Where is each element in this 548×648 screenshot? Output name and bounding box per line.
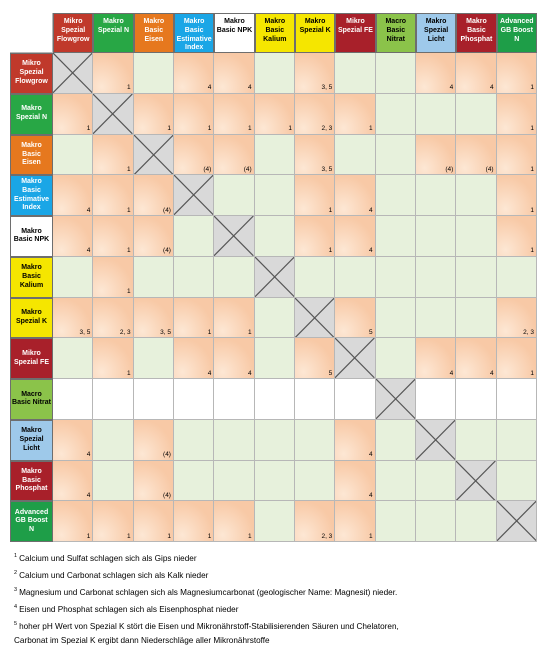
column-header: Mikro Spezial FE [335, 13, 375, 53]
matrix-cell [295, 379, 335, 420]
matrix-cell [255, 298, 295, 339]
matrix-cell [214, 501, 254, 542]
matrix-cell [497, 379, 537, 420]
diagonal-cell [93, 94, 133, 135]
cell-footnote-ref: 2, 3 [321, 532, 333, 540]
footnote [14, 549, 539, 566]
matrix-cell [416, 298, 456, 339]
matrix-cell [174, 461, 214, 502]
matrix-cell [214, 53, 254, 94]
cell-footnote-ref: 2, 3 [523, 328, 534, 336]
matrix-cell [214, 420, 254, 461]
matrix-cell [214, 135, 254, 176]
matrix-cell [214, 379, 254, 420]
matrix-cell [295, 420, 335, 461]
matrix-cell [497, 53, 537, 94]
cell-footnote-ref: 4 [207, 84, 212, 92]
matrix-cell [295, 135, 335, 176]
cell-footnote-ref: 1 [248, 328, 252, 336]
cell-footnote-ref: 1 [288, 125, 292, 132]
cell-footnote-ref: 1 [127, 84, 131, 92]
cell-footnote-ref: 1 [248, 125, 252, 132]
cell-footnote-ref: 1 [167, 532, 171, 540]
cell-footnote-ref: 1 [127, 206, 131, 214]
matrix-cell [93, 135, 133, 176]
matrix-cell [134, 175, 174, 216]
matrix-cell [335, 257, 375, 298]
matrix-cell [93, 53, 133, 94]
cell-footnote-ref: (4) [445, 165, 454, 173]
matrix-cell [53, 216, 93, 257]
matrix-cell [255, 338, 295, 379]
diagonal-cell [456, 461, 496, 502]
matrix-cell [497, 135, 537, 176]
cell-footnote-ref: (4) [243, 165, 252, 173]
matrix-cell [335, 461, 375, 502]
footnote-number: 5 [14, 621, 18, 627]
cell-footnote-ref: 4 [248, 369, 252, 377]
matrix-cell [53, 298, 93, 339]
matrix-cell [456, 298, 496, 339]
cell-footnote-ref: 4 [449, 369, 454, 377]
matrix-cell [376, 461, 416, 502]
cross-mark-icon [93, 94, 132, 134]
matrix-cell [376, 216, 416, 257]
matrix-cell [93, 257, 133, 298]
footnote-text: hoher pH Wert von Spezial K stört die Eisen und Mikronährstoff-Stabilisierenden Säuren und Chelatoren, [19, 622, 399, 631]
matrix-cell [134, 461, 174, 502]
matrix-cell [174, 501, 214, 542]
row-header: Makro Basic Kalium [10, 257, 53, 298]
cell-footnote-ref: (4) [163, 247, 171, 255]
matrix-cell [456, 501, 496, 542]
matrix-cell [174, 298, 214, 339]
matrix-cell [255, 216, 295, 257]
row-header: Mikro Spezial FE [10, 338, 53, 379]
matrix-cell [376, 135, 416, 176]
matrix-cell [53, 338, 93, 379]
matrix-cell [134, 257, 174, 298]
matrix-cell [255, 94, 295, 135]
cross-mark-icon [255, 257, 294, 297]
cross-mark-icon [416, 420, 455, 460]
matrix-cell [93, 175, 133, 216]
matrix-cell [497, 338, 537, 379]
diagonal-cell [214, 216, 254, 257]
matrix-cell [335, 135, 375, 176]
matrix-cell [497, 216, 537, 257]
column-header: Mikro Spezial Flowgrow [53, 13, 93, 53]
footnote-number: 3 [14, 587, 18, 593]
cell-footnote-ref: (4) [163, 206, 171, 214]
matrix-cell [335, 216, 375, 257]
cell-footnote-ref: (4) [203, 165, 212, 173]
matrix-cell [174, 379, 214, 420]
matrix-cell [456, 216, 496, 257]
cell-footnote-ref: 1 [328, 247, 333, 255]
matrix-cell [134, 94, 174, 135]
matrix-cell [335, 379, 375, 420]
matrix-cell [335, 53, 375, 94]
cell-footnote-ref: 1 [530, 369, 534, 377]
matrix-cell [53, 135, 93, 176]
matrix-cell [53, 379, 93, 420]
cross-mark-icon [53, 53, 92, 93]
matrix-cell [134, 379, 174, 420]
cell-footnote-ref: 4 [248, 84, 252, 92]
matrix-cell [456, 420, 496, 461]
cell-footnote-ref: 1 [127, 288, 131, 295]
matrix-cell [93, 501, 133, 542]
matrix-cell [255, 135, 295, 176]
matrix-cell [416, 501, 456, 542]
matrix-cell [335, 298, 375, 339]
cell-footnote-ref: 4 [489, 369, 494, 377]
cell-footnote-ref: 1 [369, 532, 373, 540]
cell-footnote-ref: 4 [369, 451, 373, 458]
cell-footnote-ref: 1 [127, 532, 131, 540]
cell-footnote-ref: 3, 5 [79, 328, 91, 336]
matrix-cell [255, 379, 295, 420]
cell-footnote-ref: 1 [127, 247, 131, 255]
matrix-cell [376, 501, 416, 542]
matrix-cell [53, 257, 93, 298]
cell-footnote-ref: 4 [86, 206, 91, 214]
diagonal-cell [335, 338, 375, 379]
matrix-cell [134, 420, 174, 461]
footnote-text: Magnesium und Carbonat schlagen sich als Magnesiumcarbonat (geologischer Name: Magnesit) nieder. [19, 588, 398, 597]
column-header: Makro Basic Kalium [255, 13, 295, 53]
footnote [14, 600, 539, 617]
matrix-cell [214, 461, 254, 502]
diagonal-cell [134, 135, 174, 176]
cell-footnote-ref: 3, 5 [160, 328, 171, 336]
cell-footnote-ref: 1 [86, 532, 91, 540]
cell-footnote-ref: (4) [485, 165, 494, 173]
cell-footnote-ref: 1 [207, 328, 212, 336]
column-header: Makro Spezial N [93, 13, 133, 53]
matrix-cell [497, 257, 537, 298]
matrix-cell [416, 461, 456, 502]
matrix-cell [335, 420, 375, 461]
matrix-cell [335, 175, 375, 216]
matrix-cell [255, 53, 295, 94]
diagonal-cell [255, 257, 295, 298]
footnote [14, 617, 539, 634]
diagonal-cell [416, 420, 456, 461]
cell-footnote-ref: 2, 3 [119, 328, 131, 336]
footnote [14, 634, 539, 648]
cell-footnote-ref: 1 [530, 84, 534, 92]
matrix-cell [93, 461, 133, 502]
matrix-cell [456, 379, 496, 420]
matrix-cell [376, 298, 416, 339]
matrix-cell [214, 257, 254, 298]
cell-footnote-ref: (4) [163, 491, 171, 499]
cell-footnote-ref: 1 [328, 206, 333, 214]
matrix-cell [214, 338, 254, 379]
matrix-cell [174, 420, 214, 461]
matrix-cell [497, 461, 537, 502]
matrix-cell [335, 501, 375, 542]
footnote-number: 4 [14, 604, 18, 610]
column-header: Makro Basic Estimative Index [174, 13, 214, 53]
diagonal-cell [295, 298, 335, 339]
matrix-cell [416, 53, 456, 94]
matrix-cell [295, 338, 335, 379]
matrix-cell [295, 257, 335, 298]
matrix-cell [174, 135, 214, 176]
column-header: Makro Basic Eisen [134, 13, 174, 53]
matrix-cell [376, 175, 416, 216]
matrix-cell [497, 94, 537, 135]
matrix-cell [214, 298, 254, 339]
cell-footnote-ref: 4 [86, 491, 91, 499]
cell-footnote-ref: 1 [127, 369, 131, 377]
cell-footnote-ref: (4) [163, 451, 171, 458]
matrix-cell [174, 94, 214, 135]
matrix-cell [416, 175, 456, 216]
cell-footnote-ref: 3, 5 [321, 165, 333, 173]
matrix-cell [376, 94, 416, 135]
matrix-cell [214, 94, 254, 135]
matrix-corner [10, 13, 53, 53]
matrix-cell [376, 257, 416, 298]
column-header: Makro Spezial Licht [416, 13, 456, 53]
matrix-cell [134, 216, 174, 257]
matrix-cell [295, 501, 335, 542]
matrix-cell [376, 53, 416, 94]
cell-footnote-ref: 4 [369, 491, 373, 499]
cross-mark-icon [214, 216, 253, 256]
cell-footnote-ref: 1 [530, 125, 534, 132]
matrix-cell [416, 135, 456, 176]
diagonal-cell [497, 501, 537, 542]
cell-footnote-ref: 1 [530, 247, 534, 255]
row-header: Makro Basic Estimative Index [10, 175, 53, 216]
diagonal-cell [53, 53, 93, 94]
cell-footnote-ref: 4 [207, 369, 212, 377]
column-header: Advanced GB Boost N [497, 13, 537, 53]
matrix-cell [53, 461, 93, 502]
cell-footnote-ref: 1 [127, 165, 131, 173]
cell-footnote-ref: 4 [489, 84, 494, 92]
matrix-cell [255, 501, 295, 542]
cell-footnote-ref: 1 [207, 532, 212, 540]
matrix-cell [295, 216, 335, 257]
column-header: Makro Basic NPK [214, 13, 254, 53]
column-header: Makro Basic Phosphat [456, 13, 496, 53]
matrix-cell [255, 420, 295, 461]
cell-footnote-ref: 4 [86, 247, 91, 255]
matrix-cell [53, 175, 93, 216]
footnote-number: 2 [14, 570, 18, 576]
matrix-cell [174, 257, 214, 298]
cell-footnote-ref: 4 [369, 247, 373, 255]
matrix-cell [456, 53, 496, 94]
footnote-number: 1 [14, 553, 18, 559]
matrix-cell [456, 175, 496, 216]
matrix-cell [93, 338, 133, 379]
row-header: Makro Spezial N [10, 94, 53, 135]
cell-footnote-ref: 1 [369, 125, 373, 132]
matrix-cell [497, 420, 537, 461]
matrix-cell [416, 94, 456, 135]
cell-footnote-ref: 1 [530, 206, 534, 214]
cell-footnote-ref: 3, 5 [321, 84, 333, 92]
cross-mark-icon [134, 135, 173, 175]
matrix-cell [497, 175, 537, 216]
matrix-cell [174, 338, 214, 379]
cross-mark-icon [335, 338, 374, 378]
matrix-cell [134, 298, 174, 339]
matrix-cell [456, 338, 496, 379]
cross-mark-icon [456, 461, 495, 501]
cross-mark-icon [174, 175, 213, 215]
cell-footnote-ref: 2, 3 [321, 125, 333, 132]
matrix-cell [53, 94, 93, 135]
matrix-cell [214, 175, 254, 216]
matrix-cell [93, 379, 133, 420]
matrix-cell [416, 379, 456, 420]
footnote-text: Carbonat im Spezial K ergibt dann Niederschläge aller Mikronährstoffe [14, 636, 270, 645]
row-header: Mikro Spezial Flowgrow [10, 53, 53, 94]
footnote-text: Calcium und Sulfat schlagen sich als Gips nieder [19, 554, 197, 563]
matrix-cell [53, 501, 93, 542]
row-header: Makro Basic Phosphat [10, 461, 53, 502]
footnote-text: Eisen und Phosphat schlagen sich als Eisenphosphat nieder [19, 605, 239, 614]
matrix-cell [295, 175, 335, 216]
cross-mark-icon [295, 298, 334, 338]
matrix-cell [456, 135, 496, 176]
matrix-cell [93, 298, 133, 339]
matrix-cell [255, 461, 295, 502]
row-header: Makro Basic NPK [10, 216, 53, 257]
matrix-cell [416, 216, 456, 257]
row-header: Makro Spezial K [10, 298, 53, 339]
cell-footnote-ref: 4 [369, 206, 373, 214]
cell-footnote-ref: 5 [328, 369, 333, 377]
compatibility-matrix [10, 13, 537, 542]
cell-footnote-ref: 4 [449, 84, 454, 92]
cell-footnote-ref: 1 [530, 165, 534, 173]
matrix-cell [134, 501, 174, 542]
matrix-cell [53, 420, 93, 461]
matrix-cell [295, 94, 335, 135]
cell-footnote-ref: 1 [167, 125, 171, 132]
matrix-cell [93, 420, 133, 461]
matrix-cell [134, 53, 174, 94]
matrix-cell [456, 257, 496, 298]
matrix-cell [295, 461, 335, 502]
row-header: Makro Spezial Licht [10, 420, 53, 461]
column-header: Makro Spezial K [295, 13, 335, 53]
diagonal-cell [174, 175, 214, 216]
row-header: Macro Basic Nitrat [10, 379, 53, 420]
footnote [14, 566, 539, 583]
matrix-cell [456, 94, 496, 135]
matrix-cell [295, 53, 335, 94]
cell-footnote-ref: 1 [86, 125, 91, 132]
matrix-cell [174, 216, 214, 257]
cross-mark-icon [497, 501, 536, 541]
cell-footnote-ref: 5 [369, 328, 373, 336]
cell-footnote-ref: 4 [86, 451, 91, 458]
diagonal-cell [376, 379, 416, 420]
footnote-text: Calcium und Carbonat schlagen sich als Kalk nieder [19, 571, 209, 580]
matrix-cell [376, 338, 416, 379]
footnote [14, 583, 539, 600]
matrix-cell [93, 216, 133, 257]
matrix-cell [335, 94, 375, 135]
matrix-cell [255, 175, 295, 216]
cell-footnote-ref: 1 [207, 125, 212, 132]
row-header: Makro Basic Eisen [10, 135, 53, 176]
matrix-cell [134, 338, 174, 379]
matrix-cell [497, 298, 537, 339]
column-header: Macro Basic Nitrat [376, 13, 416, 53]
cross-mark-icon [376, 379, 415, 419]
row-header: Advanced GB Boost N [10, 501, 53, 542]
matrix-cell [376, 420, 416, 461]
footnotes [14, 549, 539, 648]
cell-footnote-ref: 1 [248, 532, 252, 540]
matrix-cell [416, 257, 456, 298]
matrix-cell [174, 53, 214, 94]
matrix-cell [416, 338, 456, 379]
